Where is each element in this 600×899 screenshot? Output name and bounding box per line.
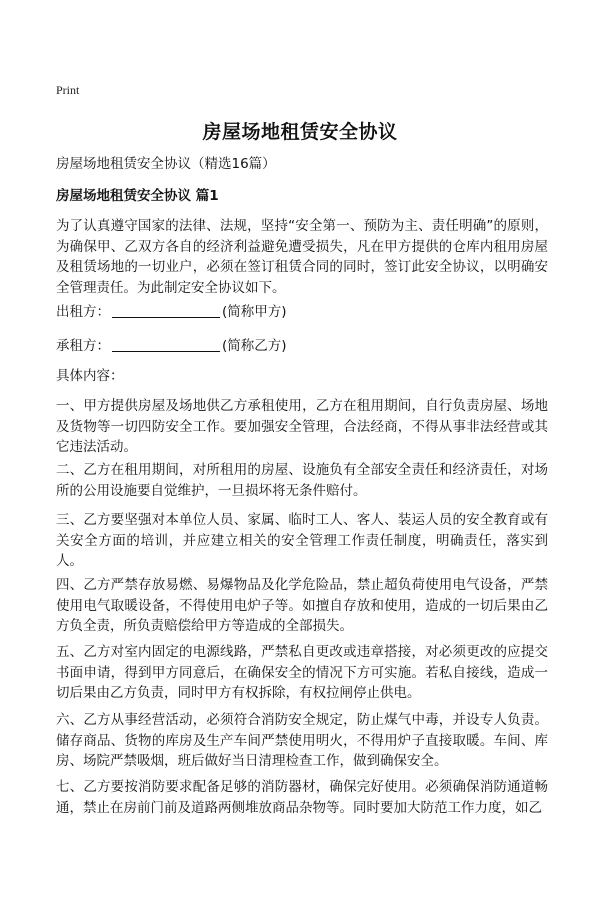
- lessor-line: [56, 300, 287, 320]
- clause-4: 四、乙方严禁存放易燃、易爆物品及化学危险品，禁止超负荷使用电气设备，严禁使用电气取暖设备，不得使用电炉子等。如擅自存放和使用，造成的一切后果由乙方负全责，所负责赔偿给甲方等造成的全部损失。: [56, 577, 548, 634]
- lessor-suffix: (简称甲方): [222, 304, 287, 320]
- content-label: 具体内容：: [56, 368, 124, 384]
- lessor-blank: [112, 302, 220, 318]
- section-heading: 房屋场地租赁安全协议 篇1: [56, 188, 219, 204]
- lessee-label: 承租方：: [56, 338, 110, 354]
- lessor-label: 出租方：: [56, 304, 110, 320]
- clause-7: 七、乙方要按消防要求配备足够的消防器材，确保完好使用。必须确保消防通道畅通，禁止在房前门前及道路两侧堆放商品杂物等。同时要加大防范工作力度，如乙: [56, 779, 548, 816]
- print-link[interactable]: Print: [56, 83, 80, 97]
- clause-1: 一、甲方提供房屋及场地供乙方承租使用，乙方在租用期间，自行负责房屋、场地及货物等一切四防安全工作。要加强安全管理，合法经商，不得从事非法经营或其它违法活动。: [56, 398, 548, 455]
- lessee-blank: [112, 336, 220, 352]
- clause-2: 二、乙方在租用期间，对所租用的房屋、设施负有全部安全责任和经济责任，对场所的公用设施要自觉维护，一旦损坏将无条件赔付。: [56, 462, 548, 499]
- clause-3: 三、乙方要坚强对本单位人员、家属、临时工人、客人、装运人员的安全教育或有关安全方面的培训，并应建立相关的安全管理工作责任制度，明确责任，落实到人。: [56, 512, 548, 569]
- lessee-suffix: (简称乙方): [222, 338, 287, 354]
- clause-5: 五、乙方对室内固定的电源线路，严禁私自更改或违章搭接，对必须更改的应提交书面申请，得到甲方同意后，在确保安全的情况下方可实施。若私自接线，造成一切后果由乙方负责，同时甲方有权拆除，有权拉闸停止供电。: [56, 644, 548, 701]
- clause-6: 六、乙方从事经营活动，必须符合消防安全规定，防止煤气中毒，并设专人负责。储存商品、货物的库房及生产车间严禁使用明火，不得用炉子直接取暖。车间、库房、场院严禁吸烟，班后做好当日清理检查工作，做到确保安全。: [56, 712, 548, 769]
- document-title: 房屋场地租赁安全协议: [202, 121, 398, 143]
- lessee-line: [56, 334, 287, 354]
- document-subtitle: 房屋场地租赁安全协议（精选16篇）: [56, 156, 276, 172]
- intro-paragraph: 为了认真遵守国家的法律、法规，坚持“安全第一、预防为主、责任明确”的原则，为确保甲、乙双方各自的经济利益避免遭受损失，凡在甲方提供的仓库内租用房屋及租赁场地的一切业户，必须在签订租赁合同的同时，签订此安全协议，以明确安全管理责任。为此制定安全协议如下。: [56, 218, 548, 296]
